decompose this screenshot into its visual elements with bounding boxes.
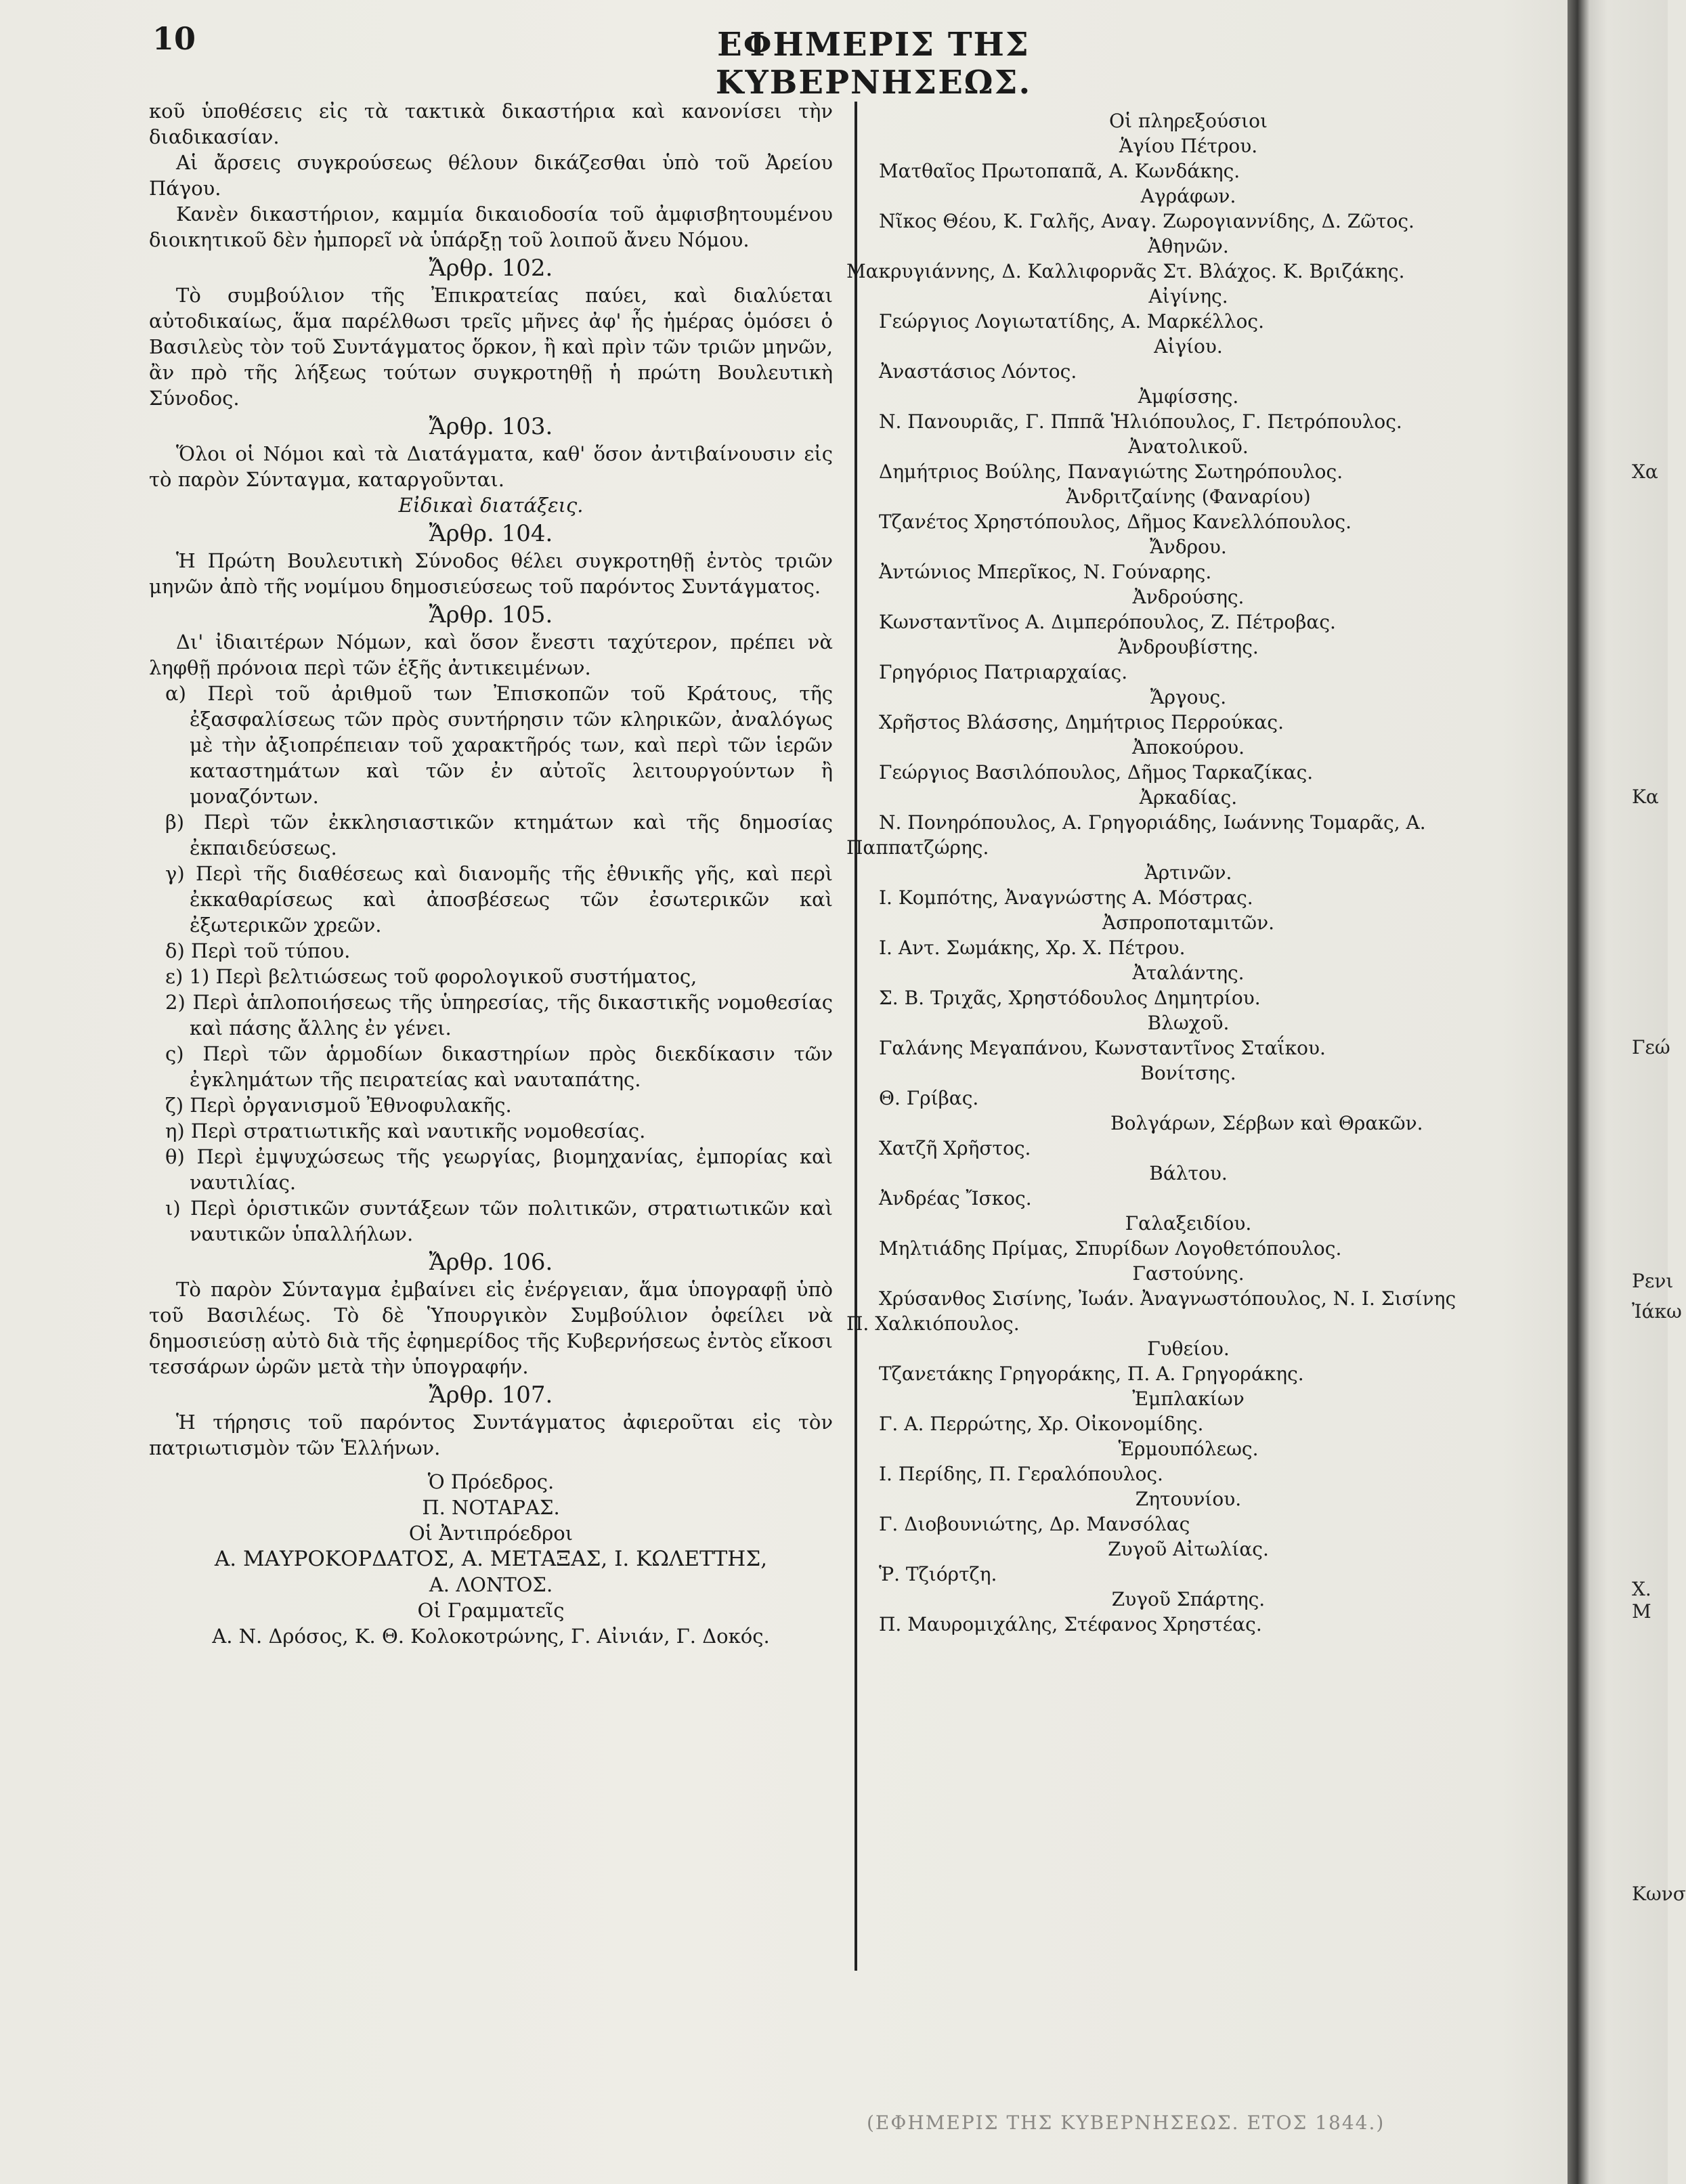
list-item: 2) Περὶ ἁπλοποιήσεως τῆς ὑπηρεσίας, τῆς δικαστικῆς νομοθεσίας καὶ πάσης ἄλλης ἐν γένει. (165, 991, 833, 1040)
page-number: 10 (152, 20, 196, 57)
delegate-names: Ι. Αντ. Σωμάκης, Χρ. Χ. Πέτρου. (879, 937, 1186, 959)
delegate-names: Ματθαῖος Πρωτοπαπᾶ, Α. Κωνδάκης. (879, 160, 1240, 182)
article-105-list (149, 681, 833, 1247)
constituency-heading: Αἰγίου. (1154, 335, 1223, 358)
delegate-names: Τζανετάκης Γρηγοράκης, Π. Α. Γρηγοράκης. (879, 1363, 1304, 1385)
edge-text-fragment: Ἰάκω (1632, 1300, 1682, 1323)
delegate-names: Ι. Κομπότης, Ἀναγνώστης Α. Μόστρας. (879, 886, 1253, 909)
article-heading-107: Ἄρθρ. 107. (429, 1382, 553, 1409)
book-gutter (1568, 0, 1668, 2184)
edge-text-fragment: Χα (1632, 461, 1658, 483)
president-label: Ὁ Πρόεδρος. (427, 1470, 555, 1493)
constituency-heading: Βλωχοῦ. (1147, 1012, 1230, 1034)
delegate-names: Ν. Πονηρόπουλος, Α. Γρηγοριάδης, Ιωάννης Τομαρᾶς, Α. (879, 811, 1426, 834)
article-heading-104: Ἄρθρ. 104. (429, 520, 553, 547)
edge-text-fragment: Κωνσ (1632, 1883, 1686, 1905)
constituency-heading: Ἄργους. (1150, 686, 1227, 708)
constituency-heading: Ἀταλάντης. (1132, 962, 1245, 984)
delegate-names: Βολγάρων, Σέρβων καὶ Θρακῶν. (1110, 1112, 1423, 1134)
section-heading: Εἰδικαὶ διατάξεις. (398, 494, 584, 517)
constituency-heading: Ἀθηνῶν. (1148, 235, 1229, 257)
president-name: Π. ΝΟΤΑΡΑΣ. (422, 1496, 560, 1519)
masthead-title: ΕΦΗΜΕΡΙΣ ΤΗΣ ΚΥΒΕΡΝΗΣΕΩΣ. (715, 26, 1032, 102)
delegate-names: Χρῆστος Βλάσσης, Δημήτριος Περρούκας. (879, 711, 1284, 733)
constituency-heading: Οἱ πληρεξούσιοι (1109, 110, 1268, 132)
constituency-heading: Ἑρμουπόλεως. (1118, 1438, 1259, 1460)
constituency-heading: Βάλτου. (1149, 1162, 1228, 1184)
list-item: γ) Περὶ τῆς διαθέσεως καὶ διανομῆς τῆς ἐθνικῆς γῆς, καὶ περὶ ἐκκαθαρίσεως καὶ ἀποσβέσεως τῶν ἐσωτερικῶν καὶ ἐξωτερικῶν χρεῶν. (165, 862, 833, 937)
list-item: ι) Περὶ ὁριστικῶν συντάξεων τῶν πολιτικῶν, στρατιωτικῶν καὶ ναυτικῶν ὑπαλλήλων. (165, 1197, 833, 1245)
paragraph: Κανὲν δικαστήριον, καμμία δικαιοδοσία τοῦ ἀμφισβητουμένου διοικητικοῦ δὲν ἠμπορεῖ νὰ ὑπάρξῃ τοῦ λοιποῦ ἄνευ Νόμου. (149, 202, 833, 251)
secretaries-label: Οἱ Γραμματεῖς (417, 1599, 565, 1622)
delegate-names: Χατζῆ Χρῆστος. (879, 1137, 1031, 1159)
delegate-names: Παππατζώρης. (846, 836, 989, 859)
paragraph: Αἱ ἄρσεις συγκρούσεως θέλουν δικάζεσθαι ὑπὸ τοῦ Ἀρείου Πάγου. (149, 151, 833, 200)
delegate-names: Μηλτιάδης Πρίμας, Σπυρίδων Λογοθετόπουλος. (879, 1237, 1342, 1260)
constituency-heading: Ἀποκούρου. (1131, 736, 1245, 758)
delegate-names: Γεώργιος Λογιωτατίδης, Α. Μαρκέλλος. (879, 310, 1264, 333)
constituency-heading: Ἀνατολικοῦ. (1128, 435, 1249, 458)
left-column (149, 98, 833, 1649)
paragraph: Τὸ παρὸν Σύνταγμα ἐμβαίνει εἰς ἐνέργειαν, ἅμα ὑπογραφῇ ὑπὸ τοῦ Βασιλέως. Τὸ δὲ Ὑπουργικὸν Συμβούλιον ὀφείλει νὰ δημοσιεύσῃ αὐτὸ διὰ τῆς ἐφημερίδος τῆς Κυβερνήσεως ἐντὸς εἴκοσι τεσσάρων ὡρῶν μετὰ τὴν ὑπογραφήν. (149, 1278, 833, 1378)
right-column-delegates (846, 108, 1530, 1637)
constituency-heading: Ἁγίου Πέτρου. (1119, 135, 1258, 157)
article-heading-105: Ἄρθρ. 105. (429, 601, 553, 628)
paragraph: Ὅλοι οἱ Νόμοι καὶ τὰ Διατάγματα, καθ' ὅσον ἀντιβαίνουσιν εἰς τὸ παρὸν Σύνταγμα, καταργοῦνται. (149, 442, 833, 491)
delegate-names: Θ. Γρίβας. (879, 1087, 979, 1109)
list-item: ε) 1) Περὶ βελτιώσεως τοῦ φορολογικοῦ συστήματος, (165, 965, 697, 988)
delegate-names: Μακρυγιάννης, Δ. Καλλιφορνᾶς Στ. Βλάχος. Κ. Βριζάκης. (846, 260, 1405, 282)
paragraph: Ἡ Πρώτη Βουλευτικὴ Σύνοδος θέλει συγκροτηθῇ ἐντὸς τριῶν μηνῶν ἀπὸ τῆς νομίμου δημοσιεύσεως τοῦ παρόντος Συντάγματος. (149, 549, 833, 598)
delegate-names: Νῖκος Θέου, Κ. Γαλῆς, Αναγ. Ζωρογιαννίδης, Δ. Ζῶτος. (879, 210, 1414, 232)
delegate-names: Ἀνδρέας Ἴσκος. (879, 1187, 1032, 1209)
constituency-heading: Ἀνδρούσης. (1132, 586, 1245, 608)
constituency-heading: Ἐμπλακίων (1132, 1388, 1245, 1410)
delegate-names: Κωνσταντῖνος Α. Διμπερόπουλος, Ζ. Πέτροβας. (879, 611, 1336, 633)
constituency-heading: Ζυγοῦ Σπάρτης. (1111, 1588, 1266, 1610)
paragraph: κοῦ ὑποθέσεις εἰς τὰ τακτικὰ δικαστήρια καὶ κανονίσει τὴν διαδικασίαν. (149, 100, 833, 148)
footer-stamp: (ΕΦΗΜΕΡΙΣ ΤΗΣ ΚΥΒΕΡΝΗΣΕΩΣ. ΕΤΟΣ 1844.) (867, 2112, 1385, 2134)
delegate-names: Γαλάνης Μεγαπάνου, Κωνσταντῖνος Σταΐκου. (879, 1037, 1326, 1059)
constituency-heading: Ἄνδρου. (1150, 536, 1227, 558)
edge-text-fragment: Ρενι (1632, 1270, 1674, 1292)
delegate-names: Ῥ. Τζιόρτζη. (879, 1563, 997, 1585)
list-item: η) Περὶ στρατιωτικῆς καὶ ναυτικῆς νομοθεσίας. (165, 1119, 646, 1142)
constituency-heading: Ἀρκαδίας. (1139, 786, 1238, 809)
delegate-names: Ἀντώνιος Μπερῖκος, Ν. Γούναρης. (879, 561, 1212, 583)
delegate-names: Τζανέτος Χρηστόπουλος, Δῆμος Κανελλόπουλος. (879, 511, 1352, 533)
article-heading-106: Ἄρθρ. 106. (429, 1249, 553, 1276)
list-item: θ) Περὶ ἐμψυχώσεως τῆς γεωργίας, βιομηχανίας, ἐμπορίας καὶ ναυτιλίας. (165, 1145, 833, 1194)
delegate-names: Δημήτριος Βούλης, Παναγιώτης Σωτηρόπουλος. (879, 461, 1343, 483)
constituency-heading: Ἀσπροποταμιτῶν. (1102, 912, 1275, 934)
delegate-names: Χρύσανθος Σισίνης, Ἰωάν. Ἀναγνωστόπουλος, Ν. Ι. Σισίνης (879, 1287, 1456, 1310)
list-item: α) Περὶ τοῦ ἀριθμοῦ των Ἐπισκοπῶν τοῦ Κράτους, τῆς ἐξασφαλίσεως τῶν πρὸς συντήρησιν τῶν κληρικῶν, ἀναλόγως μὲ τὴν ἀξιοπρέπειαν τοῦ χαρακτῆρός των, καὶ περὶ τῶν ἱερῶν καταστημάτων καὶ τῶν ἐν αὐτοῖς λειτουργούντων ἢ μοναζόντων. (165, 682, 833, 808)
paragraph: Ἡ τήρησις τοῦ παρόντος Συντάγματος ἀφιεροῦται εἰς τὸν πατριωτισμὸν τῶν Ἑλλήνων. (149, 1411, 833, 1459)
constituency-heading: Ζητουνίου. (1135, 1488, 1242, 1510)
article-heading-102: Ἄρθρ. 102. (429, 255, 553, 282)
constituency-heading: Γαστούνης. (1132, 1262, 1245, 1285)
list-item: β) Περὶ τῶν ἐκκλησιαστικῶν κτημάτων καὶ τῆς δημοσίας ἐκπαιδεύσεως. (165, 811, 833, 859)
constituency-heading: Βονίτσης. (1140, 1062, 1236, 1084)
paragraph: Τὸ συμβούλιον τῆς Ἐπικρατείας παύει, καὶ διαλύεται αὐτοδικαίως, ἅμα παρέλθωσι τρεῖς μῆνες ἀφ' ἧς ἡμέρας ὁμόσει ὁ Βασιλεὺς τὸν τοῦ Συντάγματος ὅρκον, ἢ καὶ πρὶν τῶν τριῶν μηνῶν, ἂν πρὸ τῆς λήξεως τούτων συγκροτηθῇ ἡ πρώτη Βουλευτικὴ Σύνοδος. (149, 284, 833, 410)
delegate-names: Π. Χαλκιόπουλος. (846, 1312, 1020, 1335)
constituency-heading: Γυθείου. (1147, 1337, 1230, 1360)
article-heading-103: Ἄρθρ. 103. (429, 413, 553, 440)
delegate-names: Γ. Α. Περρώτης, Χρ. Οἰκονομίδης. (879, 1413, 1204, 1435)
list-item: ζ) Περὶ ὀργανισμοῦ Ἐθνοφυλακῆς. (165, 1094, 512, 1117)
constituency-heading: Αγράφων. (1140, 185, 1236, 207)
secretaries-names: Α. Ν. Δρόσος, Κ. Θ. Κολοκοτρώνης, Γ. Αἰνιάν, Γ. Δοκός. (212, 1625, 770, 1648)
constituency-heading: Ζυγοῦ Αἰτωλίας. (1108, 1538, 1269, 1560)
list-item: δ) Περὶ τοῦ τύπου. (165, 939, 351, 962)
delegate-names: Ἀναστάσιος Λόντος. (879, 360, 1077, 383)
edge-text-fragment: Γεώ (1632, 1036, 1670, 1058)
paragraph: Δι' ἰδιαιτέρων Νόμων, καὶ ὅσον ἔνεστι ταχύτερον, πρέπει νὰ ληφθῇ πρόνοια περὶ τῶν ἑξῆς ἀντικειμένων. (149, 630, 833, 679)
delegate-names: Π. Μαυρομιχάλης, Στέφανος Χρηστέας. (879, 1613, 1262, 1635)
delegate-names: Σ. Β. Τριχᾶς, Χρηστόδουλος Δημητρίου. (879, 987, 1261, 1009)
constituency-heading: Ἀνδρουβίστης. (1118, 636, 1259, 658)
delegate-names: Ν. Πανουριᾶς, Γ. Πππᾶ Ἡλιόπουλος, Γ. Πετρόπουλος. (879, 410, 1402, 433)
vice-presidents-label: Οἱ Ἀντιπρόεδροι (408, 1522, 574, 1545)
edge-text-fragment: Χ. Μ (1632, 1578, 1651, 1623)
edge-text-fragment: Κα (1632, 786, 1659, 808)
delegate-names: Γ. Διοβουνιώτης, Δρ. Μανσόλας (879, 1513, 1190, 1535)
constituency-heading: Ἀρτινῶν. (1144, 861, 1232, 884)
vice-presidents-names: Α. ΜΑΥΡΟΚΟΡΔΑΤΟΣ, Α. ΜΕΤΑΞΑΣ, Ι. ΚΩΛΕΤΤΗΣ, (214, 1547, 768, 1571)
vice-presidents-names-cont: Α. ΛΟΝΤΟΣ. (429, 1573, 553, 1596)
constituency-heading: Ἀνδριτζαίνης (Φαναρίου) (1066, 486, 1311, 508)
constituency-heading: Αἰγίνης. (1148, 285, 1228, 307)
constituency-heading: Ἀμφίσσης. (1138, 385, 1239, 408)
delegate-names: Γεώργιος Βασιλόπουλος, Δῆμος Ταρκαζίκας. (879, 761, 1314, 784)
delegate-names: Ι. Περίδης, Π. Γεραλόπουλος. (879, 1463, 1163, 1485)
delegate-names: Γρηγόριος Πατριαρχαίας. (879, 661, 1128, 683)
list-item: ς) Περὶ τῶν ἁρμοδίων δικαστηρίων πρὸς διεκδίκασιν τῶν ἐγκλημάτων τῆς πειρατείας καὶ ναυταπάτης. (165, 1042, 833, 1091)
constituency-heading: Γαλαξειδίου. (1125, 1212, 1252, 1235)
